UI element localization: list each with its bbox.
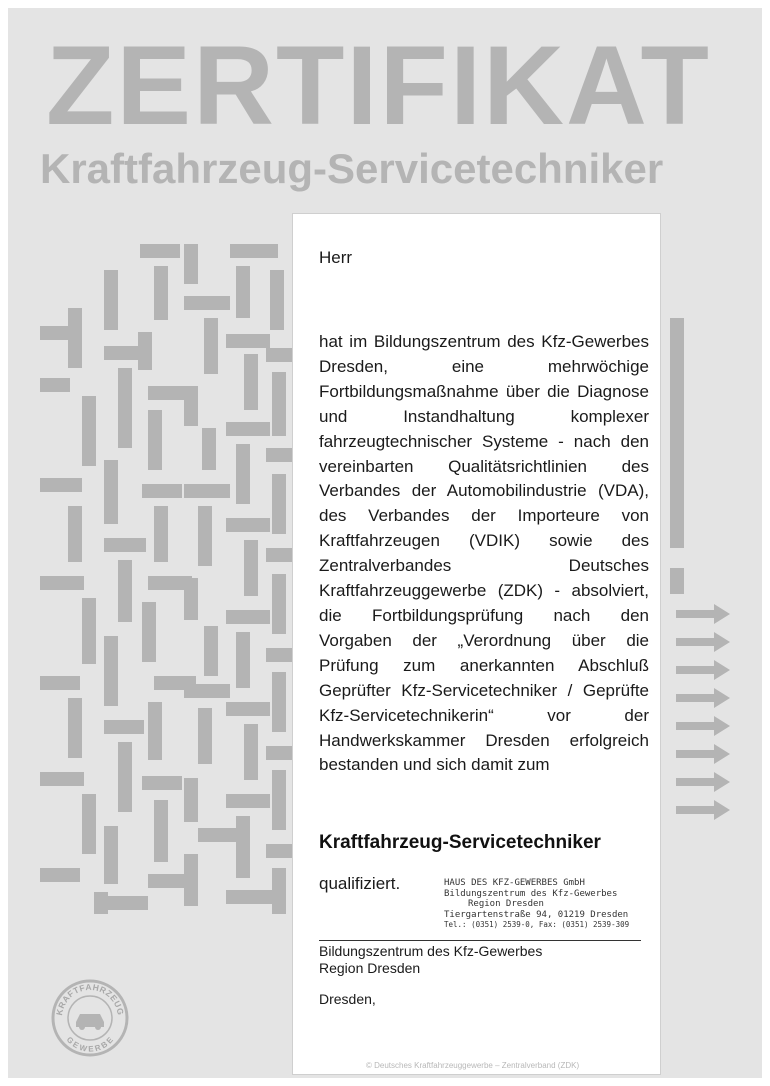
certificate-title: ZERTIFIKAT [46,23,711,148]
signature-line [319,940,641,941]
kraftfahrzeug-gewerbe-seal-icon [50,978,130,1058]
copyright-notice: © Deutsches Kraftfahrzeuggewerbe – Zentralverband (ZDK) [366,1061,580,1070]
institute-name [319,943,542,977]
stamp-line: Tel.: (0351) 2539-0, Fax: (0351) 2539-309 [444,920,630,930]
city-date: Dresden, [319,991,376,1007]
certificate-subtitle: Kraftfahrzeug-Servicetechniker [40,145,664,192]
institute-line: Region Dresden [319,960,421,976]
institute-line: Bildungszentrum des Kfz-Gewerbes [319,943,543,959]
arrow-graphic [676,604,736,824]
stamp-line: Region Dresden [468,899,544,910]
certificate-body-text: hat im Bildungszentrum des Kfz-Gewerbes Dresden, eine mehrwöchige Fortbildungsmaßnahme über die Diagnose und Instandhaltung komplexer fahrzeugtechnischer Systeme - nach den vereinbarten Qualitätsrichtlinien des Verbandes der Automobilindustrie (VDA), des Verbandes der Importeure von Kraftfahrzeugen (VDIK) sowie des Zentralverbandes Deutsches Kraftfahrzeuggewerbe (ZDK) - absolviert, die Fortbildungsprüfung nach den Vorgaben der „Verordnung über die Prüfung zum anerkannten Abschluß Geprüfter Kfz-Servicetechniker / Geprüfte Kfz-Servicetechnikerin“ vor der Handwerkskammer Dresden erfolgreich bestanden und sich damit zum [319,332,649,775]
svg-text:KRAFTFAHRZEUG: KRAFTFAHRZEUG [54,981,126,1017]
stamp-line: HAUS DES KFZ-GEWERBES GmbH [444,878,585,888]
organization-stamp [444,878,644,931]
salutation: Herr [319,248,353,267]
stamp-line: Tiergartenstraße 94, 01219 Dresden [444,909,629,920]
degree-title: Kraftfahrzeug-Servicetechniker [319,832,601,853]
svg-text:GEWERBE: GEWERBE [64,1035,116,1054]
stamp-line: Bildungszentrum des Kfz-Gewerbes [444,888,618,899]
qualified-text: qualifiziert. [319,874,401,893]
